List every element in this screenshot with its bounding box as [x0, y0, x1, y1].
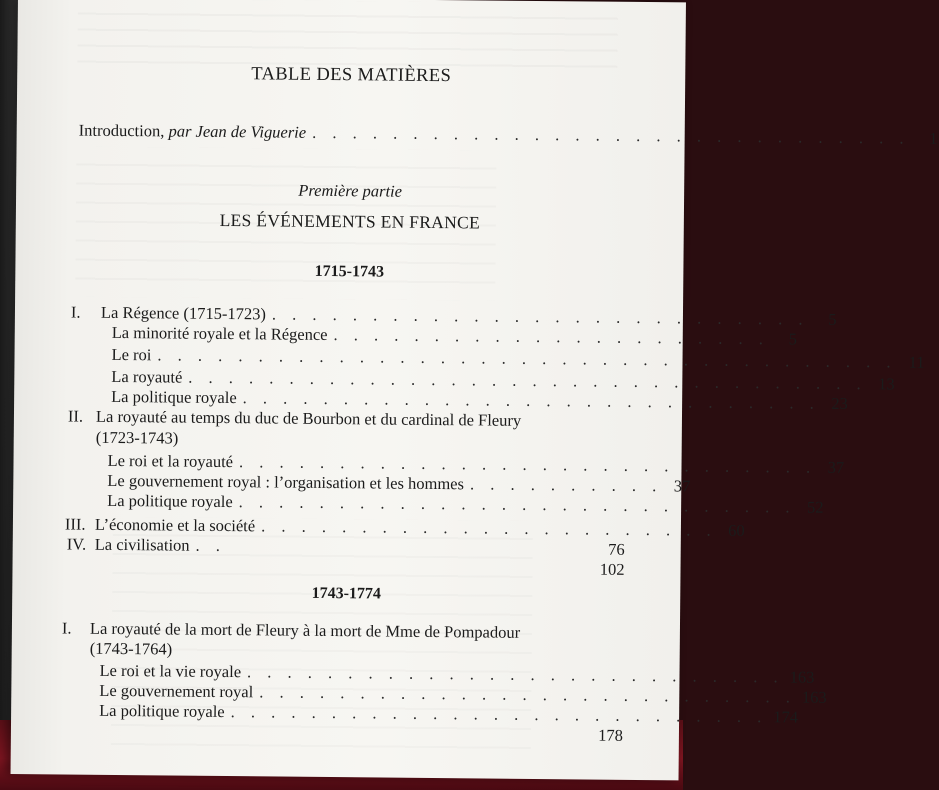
book-page [11, 0, 938, 780]
toc-page-number: 5 [788, 329, 797, 349]
toc-page-number: 163 [801, 687, 827, 707]
toc-entry-label [79, 121, 307, 143]
toc-page-number: 11 [908, 352, 925, 372]
part-label: Première partie [298, 180, 403, 201]
toc-page-number: 174 [773, 707, 799, 727]
leader-dots: . . . . . . . . . . . . . . . . . . . . . . . . . . . . . . . . . . [188, 367, 867, 394]
toc-subentry [111, 322, 797, 349]
period-heading: 1715-1743 [314, 262, 385, 281]
toc-entry-text: Le roi et la vie royale [99, 660, 242, 682]
leader-dots: . . [195, 535, 227, 556]
leader-dots: . . . . . . . . . . . . . . . . . . . . . . [333, 325, 769, 349]
toc-page-number: 60 [728, 520, 745, 541]
toc-page-number: 52 [806, 497, 824, 517]
toc-page-number: 23 [831, 393, 848, 413]
toc-entry-text: La minorité royale et la Régence [111, 322, 328, 344]
leader-dots: . . . . . . . . . . . . . . . . . . . . . . . . . . . . . [238, 452, 817, 477]
toc-page-number: 1 [929, 128, 938, 148]
leader-dots: . . . . . . . . . . . . . . . . . . . . . . . . . . . . [238, 492, 796, 517]
period-heading: 1743-1774 [311, 584, 382, 603]
toc-entry-text: Introduction, [78, 120, 169, 141]
toc-entry-introduction [78, 120, 938, 148]
toc-entry-text: Le roi et la royauté [107, 450, 234, 472]
toc-page-only [532, 559, 624, 580]
leader-dots: . . . . . . . . . . . . . . . . . . . . . . . . . . . [246, 662, 784, 687]
toc-entry-text: La politique royale [107, 490, 233, 512]
toc-entry-text: Le roi [111, 344, 152, 365]
leader-dots: . . . . . . . . . . . . . . . . . . . . . . . . . . . . . [242, 388, 820, 413]
leader-dots: . . . . . . . . . . [469, 474, 663, 496]
toc-page-number: 163 [789, 667, 815, 687]
toc-page-number: 76 [608, 539, 625, 559]
toc-entry-text-continued: (1743-1764) [89, 638, 173, 659]
leader-dots: . . . . . . . . . . . . . . . . . . . . . . . . . . . [271, 304, 809, 329]
leader-dots: . . . . . . . . . . . . . . . . . . . . . . . . . . . . . . . . . . . . . [157, 345, 897, 372]
leader-dots: . . . . . . . . . . . . . . . . . . . . . . . . . . . [230, 702, 768, 727]
leader-dots: . . . . . . . . . . . . . . . . . . . . . . . . . . . . . . [312, 122, 910, 148]
toc-page-number: 5 [828, 309, 837, 329]
toc-entry-text: La politique royale [111, 386, 237, 408]
toc-page-only [531, 725, 623, 746]
toc-page-number: 37 [827, 457, 845, 477]
toc-entry-text: La politique royale [99, 700, 225, 722]
toc-subentry [107, 490, 824, 517]
toc-entry-text: Le gouvernement royal [99, 680, 254, 702]
chapter-numeral: II. [67, 406, 84, 426]
chapter-numeral: I. [70, 302, 81, 322]
chapter-numeral: IV. [66, 534, 87, 554]
toc-page-number: 102 [599, 559, 625, 579]
toc-entry-text: L’économie et la société [94, 514, 256, 536]
toc-entry-text: Le gouvernement royal : l’organisation et les hommes [107, 470, 465, 494]
leader-dots: . . . . . . . . . . . . . . . . . . . . . . . [261, 516, 717, 540]
toc-entry-text: La Régence (1715-1723) [100, 302, 266, 324]
toc-entry-text-continued: (1723-1743) [95, 427, 179, 448]
toc-entry-text: La royauté de la mort de Fleury à la mort de Mme de Pompadour [89, 618, 521, 642]
page-title: TABLE DES MATIÈRES [251, 64, 452, 87]
leader-dots: . . . . . . . . . . . . . . . . . . . . . . . . . . . [259, 682, 796, 707]
toc-entry-text: La civilisation [94, 534, 190, 555]
toc-page-number: 13 [878, 374, 895, 394]
chapter-numeral: I. [61, 618, 72, 638]
toc-entry-text: La royauté [111, 366, 183, 387]
toc-page-number: 37 [673, 476, 691, 496]
toc-entry-text: La royauté au temps du duc de Bourbon et du cardinal de Fleury [95, 406, 522, 430]
toc-subentry [111, 344, 925, 372]
chapter-numeral: III. [64, 514, 86, 534]
toc-entry-author: par Jean de Viguerie [168, 121, 307, 142]
toc-page-number: 178 [598, 725, 624, 745]
part-title: LES ÉVÉNEMENTS EN FRANCE [219, 209, 481, 233]
